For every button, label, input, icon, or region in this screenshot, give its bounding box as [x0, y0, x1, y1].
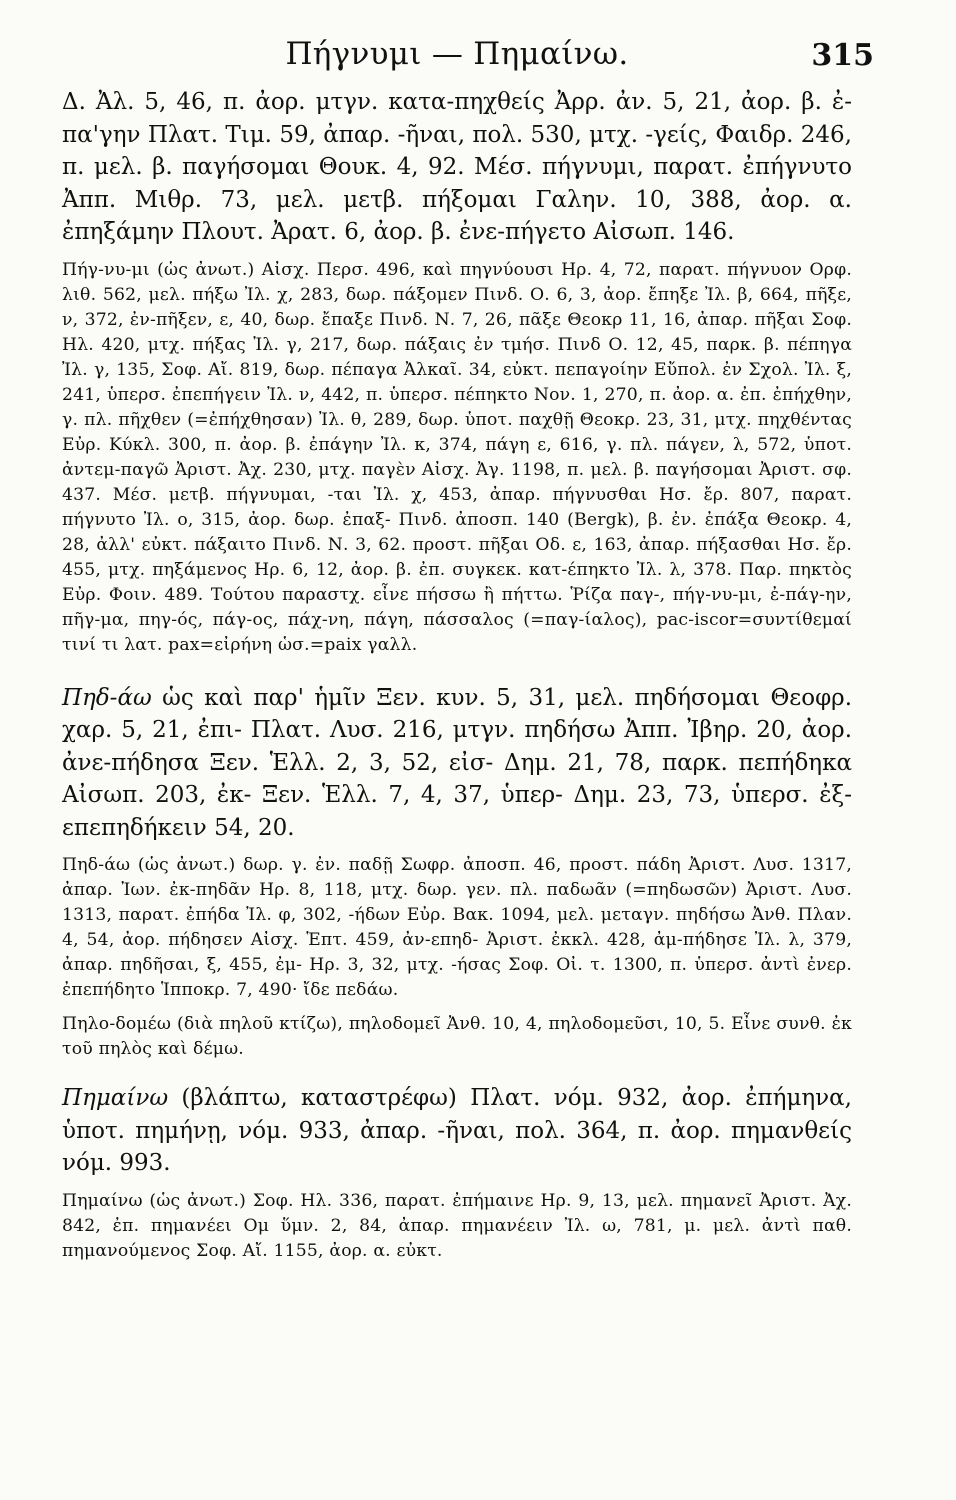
entry-pemaino-poetic: Πημαίνω (ὡς ἀνωτ.) Σοφ. Ηλ. 336, παρατ. ἐπήμαινε Ηρ. 9, 13, μελ. πημανεῖ Ἀριστ. Ἀχ. 842, ἐπ. πημανέει Ομ ὕμν. 2, 84, ἀπαρ. πημανέειν Ἰλ. ω, 781, μ. μελ. ἀντὶ παθ. πημανούμενος Σοφ. Αἴ. 1155, ἀορ. α. εὐκτ.: [62, 1190, 852, 1261]
entry-body: ὡς καὶ παρ' ἡμῖν Ξεν. κυν. 5, 31, μελ. πηδήσομαι Θεοφρ. χαρ. 5, 21, ἐπι- Πλατ. Λυσ. 216, μτγν. πηδήσω Ἀππ. Ἰβηρ. 20, ἀορ. ἀνε-πήδησα Ξεν. Ἑλλ. 2, 3, 52, εἰσ- Δημ. 21, 78, παρκ. πεπήδηκα Αἰσωπ. 203, ἐκ- Ξεν. Ἑλλ. 7, 4, 37, ὑπερ- Δημ. 23, 73, ὑπερσ. ἐξ-επεπηδήκειν 54, 20.: [62, 684, 852, 841]
entry-pelodomeo: Πηλο-δομέω (διὰ πηλοῦ κτίζω), πηλοδομεῖ Ἀνθ. 10, 4, πηλοδομεῦσι, 10, 5. Εἶνε συνθ. ἐκ τοῦ πηλὸς καὶ δέμω.: [62, 1014, 852, 1059]
page-header: [62, 28, 874, 86]
page-number: 315: [811, 38, 874, 73]
dictionary-page: [62, 28, 874, 1264]
headword: Πηδ-άω: [62, 684, 152, 711]
entry-continuation: Δ. Ἀλ. 5, 46, π. ἀορ. μτγν. κατα-πηχθείς Ἀρρ. ἀν. 5, 21, ἀορ. β. ἐ-πα'γην Πλατ. Τιμ. 59, ἀπαρ. -ῆναι, πολ. 530, μτχ. -γείς, Φαιδρ. 246, π. μελ. β. παγήσομαι Θουκ. 4, 92. Μέσ. πήγνυμι, παρατ. ἐπήγνυτο Ἀππ. Μιθρ. 73, μελ. μετβ. πήξομαι Γαλην. 10, 388, ἀορ. α. ἐπηξάμην Πλουτ. Ἀρατ. 6, ἀορ. β. ἐνε-πήγετο Αἰσωπ. 146.: [62, 89, 852, 245]
entry-pedao: [62, 682, 852, 845]
entry-pedao-poetic: Πηδ-άω (ὡς ἀνωτ.) δωρ. γ. ἐν. παδῇ Σωφρ. ἀποσπ. 46, προστ. πάδη Ἀριστ. Λυσ. 1317, ἀπαρ. Ἰων. ἐκ-πηδᾶν Ηρ. 8, 118, μτχ. δωρ. γεν. πλ. παδωᾶν (=πηδωσῶν) Ἀριστ. Λυσ. 1313, παρατ. ἐπήδα Ἰλ. φ, 302, -ήδων Εὐρ. Βακ. 1094, μελ. μεταγν. πηδήσω Ἀνθ. Πλαν. 4, 54, ἀορ. πήδησεν Αἰσχ. Ἑπτ. 459, ἀν-επηδ- Ἀριστ. ἐκκλ. 428, ἀμ-πήδησε Ἰλ. λ, 379, ἀπαρ. πηδῆσαι, ξ, 455, ἐμ- Ηρ. 3, 32, μτχ. -ήσας Σοφ. Οἰ. τ. 1300, π. ὑπερσ. ἀντὶ ἐνερ. ἐπεπήδητο Ἱπποκρ. 7, 490· ἴδε πεδάω.: [62, 855, 852, 1000]
headword: Πημαίνω: [62, 1085, 169, 1111]
entry-pemaino: [62, 1082, 852, 1180]
entry-pegnymi-poetic: Πήγ-νυ-μι (ὡς ἀνωτ.) Αἰσχ. Περσ. 496, καὶ πηγνύουσι Ηρ. 4, 72, παρατ. πήγνυον Ορφ. λιθ. 562, μελ. πήξω Ἰλ. χ, 283, δωρ. πάξομεν Πινδ. Ο. 6, 3, ἀορ. ἔπηξε Ἰλ. β, 664, πῆξε, ν, 372, ἐν-πῆξεν, ε, 40, δωρ. ἔπαξε Πινδ. Ν. 7, 26, πᾶξε Θεοκρ 11, 16, ἀπαρ. πῆξαι Σοφ. Ηλ. 420, μτχ. πήξας Ἰλ. γ, 217, δωρ. πάξαις ἐν τμήσ. Πινδ Ο. 12, 45, παρκ. β. πέπηγα Ἰλ. γ, 135, Σοφ. Αἴ. 819, δωρ. πέπαγα Ἀλκαῖ. 34, εὐκτ. πεπαγοίην Εὔπολ. ἐν Σχολ. Ἰλ. ξ, 241, ὑπερσ. ἐπεπήγειν Ἰλ. ν, 442, π. ὑπερσ. πέπηκτο Νον. 1, 270, π. ἀορ. α. ἐπ. ἐπήχθην, γ. πλ. πῆχθεν (=ἐπήχθησαν) Ἰλ. θ, 289, δωρ. ὑποτ. παχθῇ Θεοκρ. 23, 31, μτχ. πηχθέντας Εὐρ. Κύκλ. 300, π. ἀορ. β. ἐπάγην Ἰλ. κ, 374, πάγη ε, 616, γ. πλ. πάγεν, λ, 572, ὑποτ. ἀντεμ-παγῶ Ἀριστ. Ἀχ. 230, μτχ. παγὲν Αἰσχ. Ἀγ. 1198, π. μελ. β. παγήσομαι Ἀριστ. σφ. 437. Μέσ. μετβ. πήγνυμαι, -ται Ἰλ. χ, 453, ἀπαρ. πήγνυσθαι Ησ. ἔρ. 807, παρατ. πήγνυτο Ἰλ. ο, 315, ἀορ. δωρ. ἐπαξ- Πινδ. ἀποσπ. 140 (Bergk), β. ἐν. ἐπάξα Θεοκρ. 4, 28, ἀλλ' εὐκτ. πάξαιτο Πινδ. Ν. 3, 62. προστ. πῆξαι Οδ. ε, 163, ἀπαρ. πήξασθαι Ησ. ἔρ. 455, μτχ. πηξάμενος Ηρ. 6, 12, ἀορ. β. ἐπ. συγκεκ. κατ-έπηκτο Ἰλ. λ, 378. Παρ. πηκτὸς Εὐρ. Φοιν. 489. Τούτου παραστχ. εἶνε πήσσω ἢ πήττω. Ῥίζα παγ-, πήγ-νυ-μι, ἐ-πάγ-ην, πῆγ-μα, πηγ-ός, πάγ-ος, πάχ-νη, πάγη, πάσσαλος (=παγ-ίαλος), pac-iscor=συντίθεμαί τινί τι λατ. pax=εἰρήνη ὡσ.=paix γαλλ.: [62, 259, 852, 655]
entry-body: (βλάπτω, καταστρέφω) Πλατ. νόμ. 932, ἀορ. ἐπήμηνα, ὑποτ. πημήνῃ, νόμ. 933, ἀπαρ. -ῆναι, πολ. 364, π. ἀορ. πημανθείς νόμ. 993.: [62, 1085, 852, 1176]
running-title: Πήγνυμι — Πημαίνω.: [285, 36, 629, 72]
